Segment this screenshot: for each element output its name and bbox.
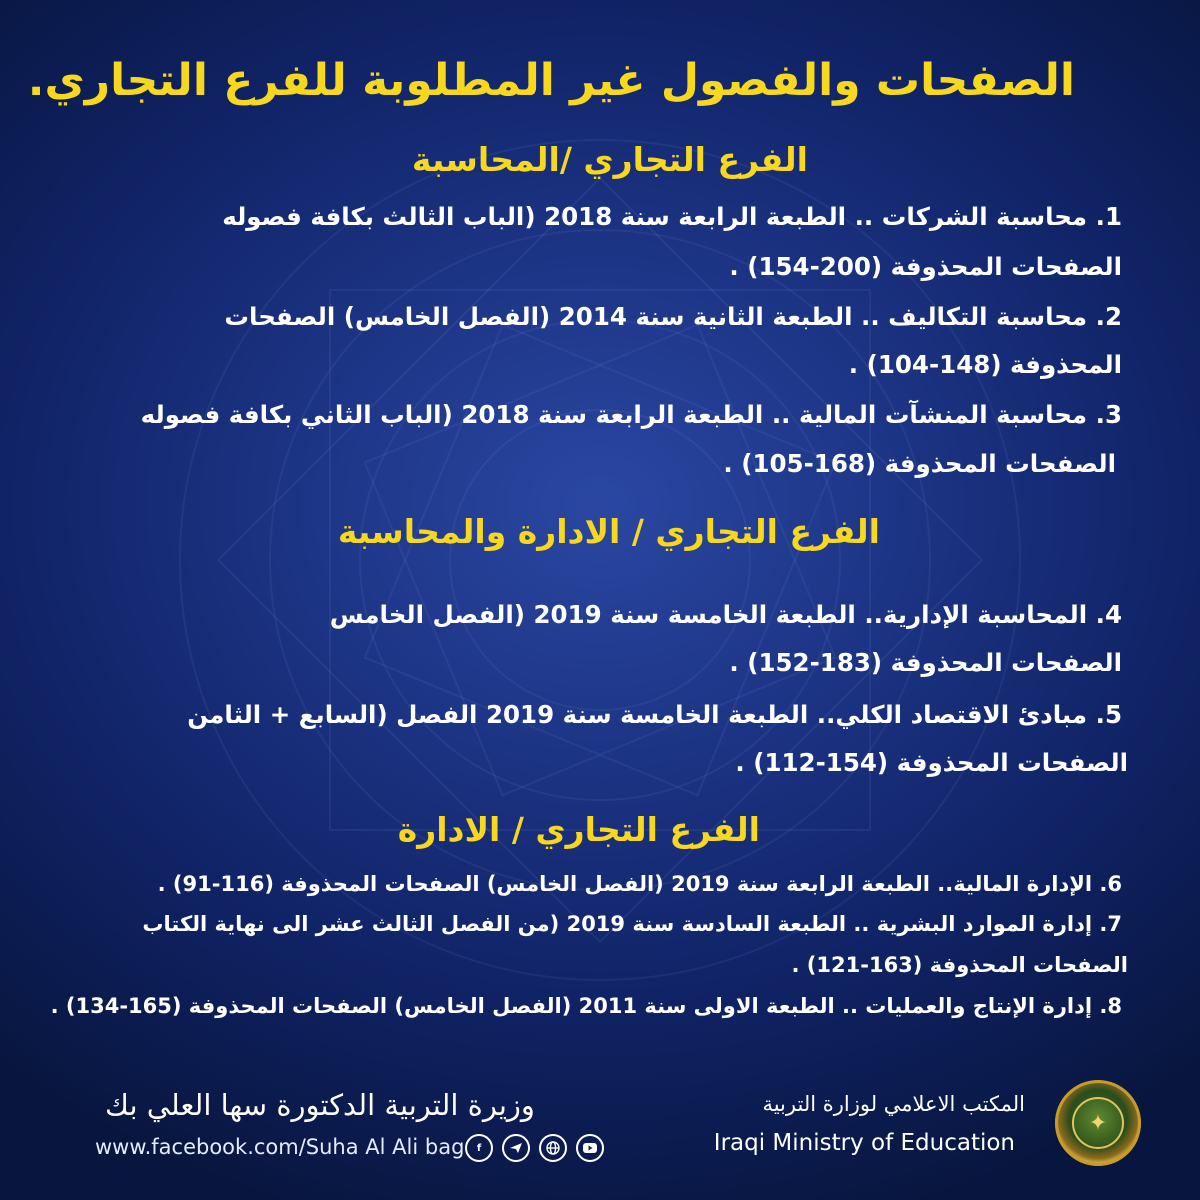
youtube-icon[interactable]: [576, 1134, 604, 1162]
list-item-pages: الصفحات المحذوفة (163-121) .: [791, 953, 1128, 977]
facebook-icon[interactable]: f: [465, 1134, 493, 1162]
list-item-pages: الصفحات المحذوفة (200-154) .: [729, 252, 1122, 281]
list-item-pages: الصفحات المحذوفة (183-152) .: [729, 648, 1122, 677]
list-item: 6. الإدارة المالية.. الطبعة الرابعة سنة 2019 (الفصل الخامس) الصفحات المحذوفة (116-91) .: [157, 872, 1122, 896]
list-item: 3. محاسبة المنشآت المالية .. الطبعة الرابعة سنة 2018 (الباب الثاني بكافة فصوله: [140, 400, 1122, 429]
facebook-link[interactable]: www.facebook.com/Suha Al Ali bag: [95, 1135, 465, 1159]
list-item: 5. مبادئ الاقتصاد الكلي.. الطبعة الخامسة سنة 2019 الفصل (السابع + الثامن: [187, 700, 1122, 729]
ministry-emblem-icon: [1055, 1080, 1141, 1166]
list-item-pages: الصفحات المحذوفة (154-112) .: [735, 748, 1128, 777]
social-icons: [465, 1134, 604, 1162]
page-title: الصفحات والفصول غير المطلوبة للفرع التجاري.: [27, 55, 1075, 106]
list-item: 7. إدارة الموارد البشرية .. الطبعة السادسة سنة 2019 (من الفصل الثالث عشر الى نهاية الكتاب: [142, 912, 1122, 936]
list-item: 1. محاسبة الشركات .. الطبعة الرابعة سنة 2018 (الباب الثالث بكافة فصوله: [222, 202, 1122, 231]
list-item: 8. إدارة الإنتاج والعمليات .. الطبعة الاولى سنة 2011 (الفصل الخامس) الصفحات المحذوفة (165-134) .: [50, 994, 1122, 1018]
section-heading-management-accounting: الفرع التجاري / الادارة والمحاسبة: [337, 512, 880, 551]
list-item: 2. محاسبة التكاليف .. الطبعة الثانية سنة 2014 (الفصل الخامس) الصفحات: [224, 302, 1122, 331]
list-item-pages: الصفحات المحذوفة (168-105) .: [723, 449, 1116, 478]
emblem-center: [1072, 1097, 1124, 1149]
media-office-english: Iraqi Ministry of Education: [713, 1130, 1015, 1156]
section-heading-management: الفرع التجاري / الادارة: [397, 810, 760, 849]
emblem-star-icon: ✦: [1088, 1111, 1108, 1136]
section-heading-accounting: الفرع التجاري /المحاسبة: [411, 140, 808, 179]
list-item: 4. المحاسبة الإدارية.. الطبعة الخامسة سنة 2019 (الفصل الخامس: [329, 600, 1122, 629]
telegram-icon[interactable]: [502, 1134, 530, 1162]
media-office-arabic: المكتب الاعلامي لوزارة التربية: [762, 1092, 1025, 1116]
list-item-pages: المحذوفة (148-104) .: [848, 350, 1122, 379]
web-icon[interactable]: [539, 1134, 567, 1162]
minister-name: وزيرة التربية الدكتورة سها العلي بك: [105, 1088, 535, 1122]
